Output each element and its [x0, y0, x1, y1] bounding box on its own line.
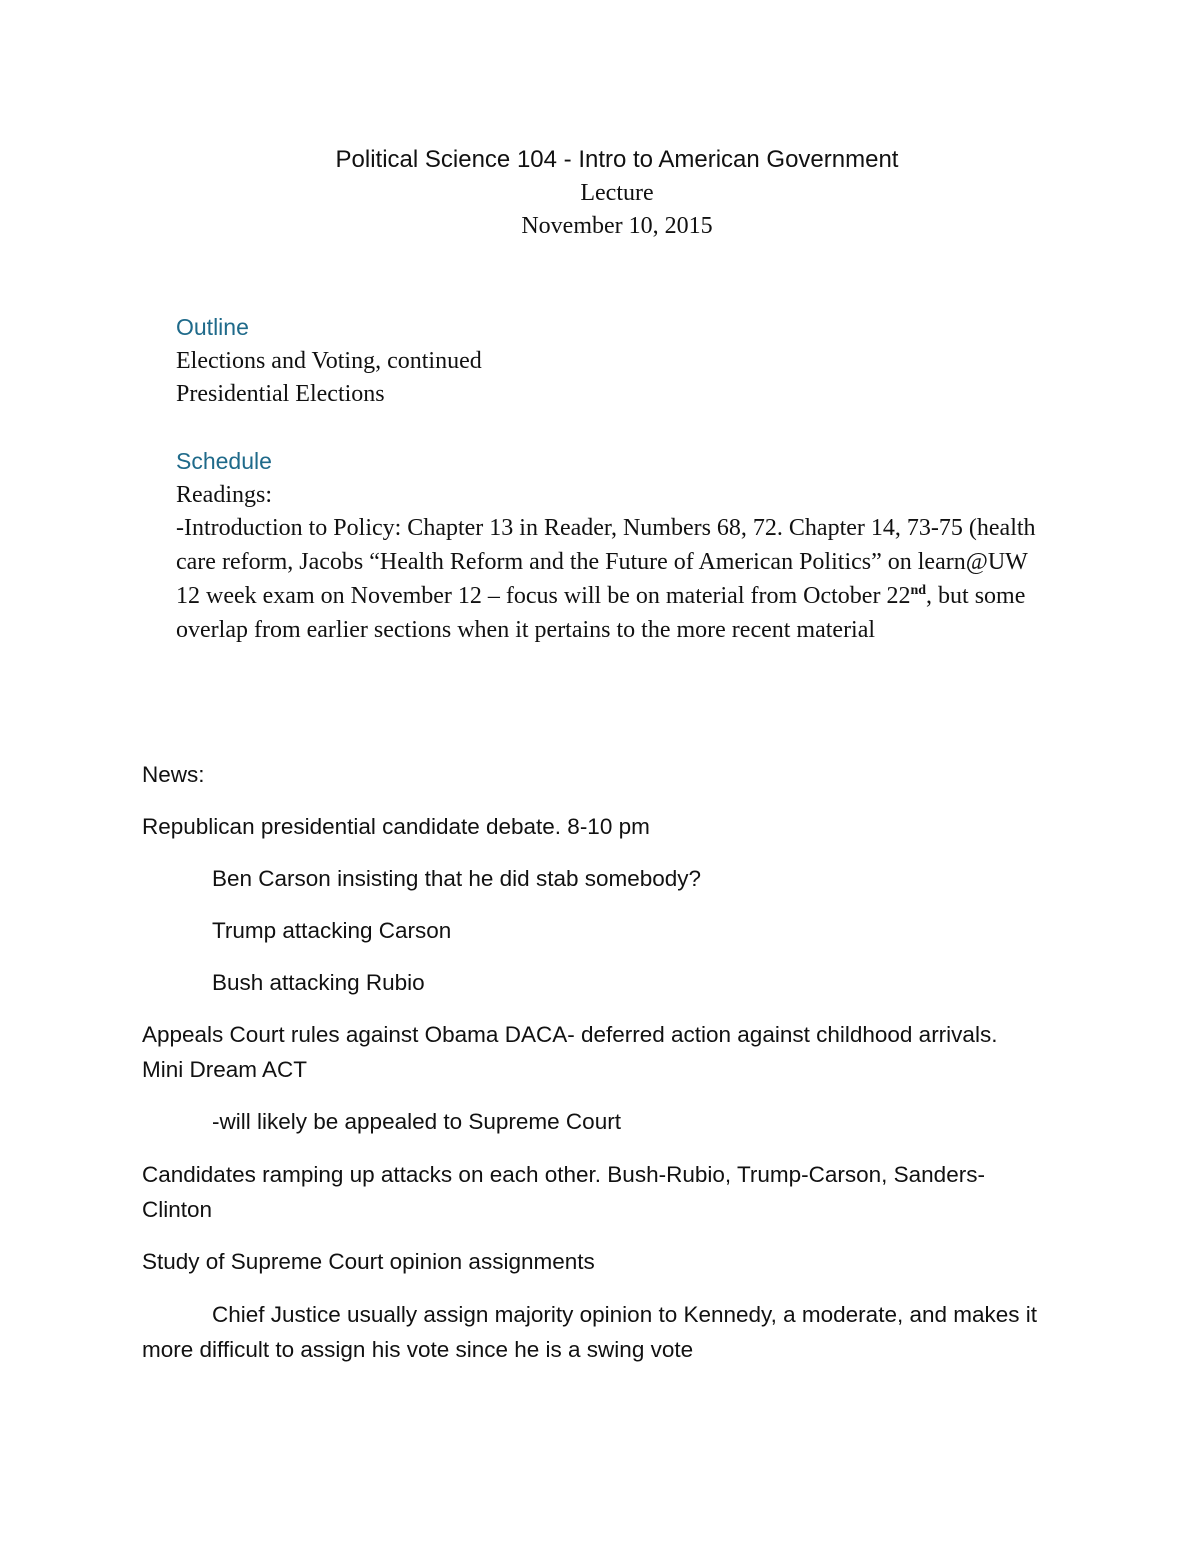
exam-note-part1: 12 week exam on November 12 – focus will be on material from October 22: [176, 582, 911, 609]
outline-heading: Outline: [176, 314, 249, 340]
schedule-heading: Schedule: [176, 448, 272, 474]
news-debate: Republican presidential candidate debate. 8-10 pm: [142, 814, 650, 839]
exam-note: [176, 580, 1056, 647]
news-study: Study of Supreme Court opinion assignments: [142, 1249, 595, 1274]
lecture-date: November 10, 2015: [521, 213, 713, 239]
news-appeals-item: -will likely be appealed to Supreme Court: [212, 1109, 621, 1134]
news-study-detail: Chief Justice usually assign majority opinion to Kennedy, a moderate, and makes it more difficult to assign his vote since he is a swing vote: [142, 1302, 1038, 1362]
outline-section: [176, 311, 1056, 412]
course-title: Political Science 104 - Intro to American Government: [335, 146, 899, 173]
schedule-section: [176, 445, 1056, 647]
outline-item: Elections and Voting, continued: [176, 347, 482, 374]
news-candidates: Candidates ramping up attacks on each other. Bush-Rubio, Trump-Carson, Sanders-Clinton: [142, 1162, 985, 1222]
news-debate-item: Trump attacking Carson: [212, 918, 452, 943]
news-label: News:: [142, 762, 205, 787]
news-debate-item: Ben Carson insisting that he did stab somebody?: [212, 866, 702, 891]
exam-note-part2: , but some overlap from earlier sections when it pertains to the more recent material: [176, 582, 1026, 643]
news-appeals: Appeals Court rules against Obama DACA- deferred action against childhood arrivals. Mini Dream ACT: [142, 1022, 998, 1082]
news-debate-item: Bush attacking Rubio: [212, 970, 425, 995]
lecture-label: Lecture: [580, 179, 654, 206]
outline-item: Presidential Elections: [176, 381, 385, 408]
readings-label: Readings:: [176, 481, 272, 508]
exam-note-superscript: nd: [910, 582, 927, 598]
document-header: [0, 143, 1200, 244]
readings-text: -Introduction to Policy: Chapter 13 in Reader, Numbers 68, 72. Chapter 14, 73-75 (health care reform, Jacobs “Health Reform and the Future of American Politics” on learn@UW: [176, 515, 1036, 576]
